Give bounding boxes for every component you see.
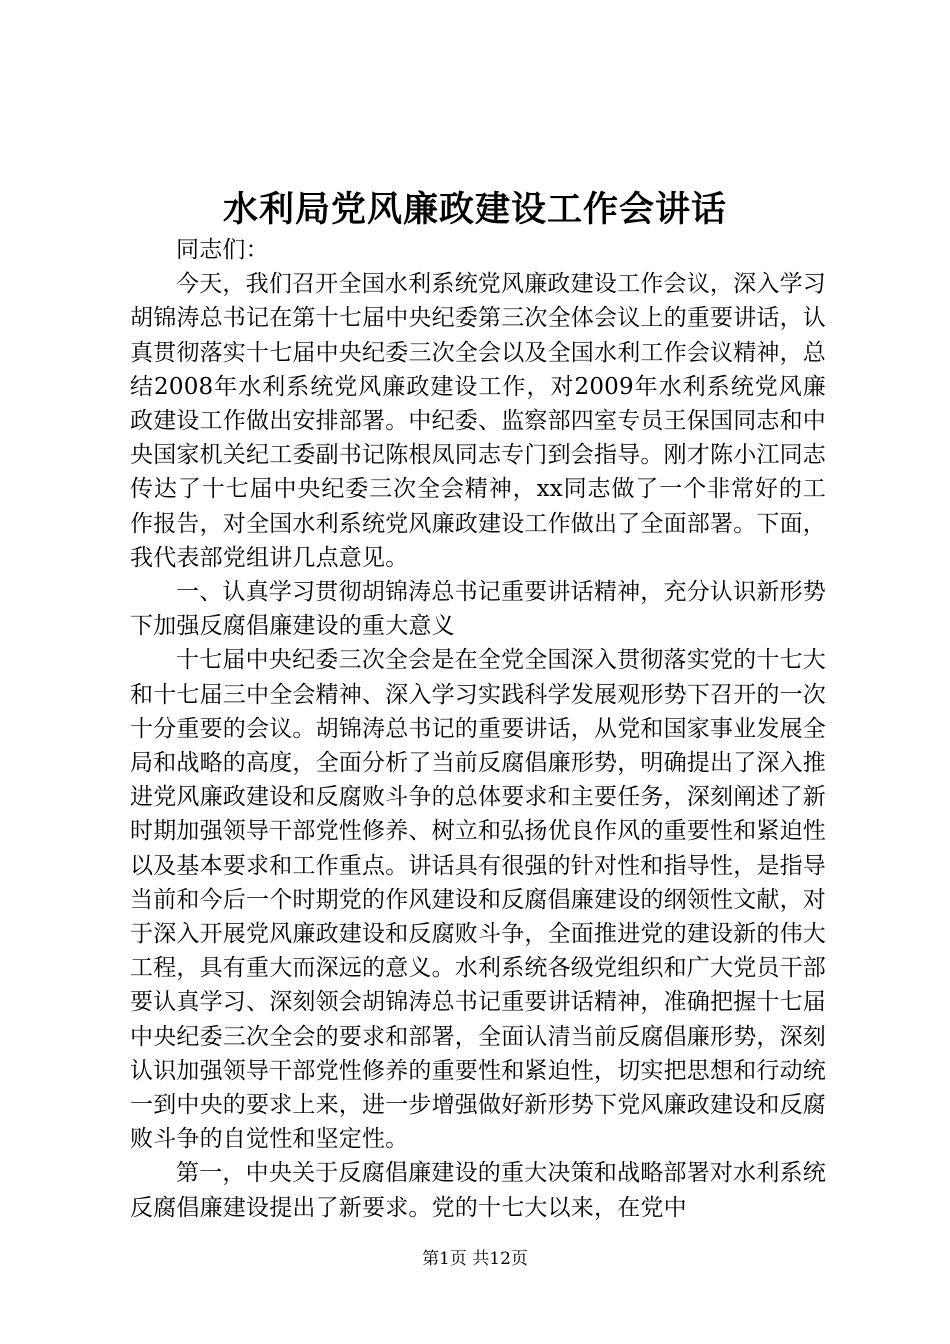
- body-paragraph: 十七届中央纪委三次全会是在全党全国深入贯彻落实党的十七大和十七届三中全会精神、深入学习实践科学发展观形势下召开的一次十分重要的会议。胡锦涛总书记的重要讲话，从党和国家事业发展全局和战略的高度，全面分析了当前反腐倡廉形势，明确提出了深入推进党风廉政建设和反腐败斗争的总体要求和主要任务，深刻阐述了新时期加强领导干部党性修养、树立和弘扬优良作风的重要性和紧迫性以及基本要求和工作重点。讲话具有很强的针对性和指导性，是指导当前和今后一个时期党的作风建设和反腐倡廉建设的纲领性文献，对于深入开展党风廉政建设和反腐败斗争，全面推进党的建设新的伟大工程，具有重大而深远的意义。水利系统各级党组织和广大党员干部要认真学习、深刻领会胡锦涛总书记重要讲话精神，准确把握十七届中央纪委三次全会的要求和部署，全面认清当前反腐倡廉形势，深刻认识加强领导干部党性修养的重要性和紧迫性，切实把思想和行动统一到中央的要求上来，进一步增强做好新形势下党风廉政建设和反腐败斗争的自觉性和坚定性。: [130, 647, 826, 1153]
- document-title: 水利局党风廉政建设工作会讲话: [222, 189, 727, 230]
- document-body: [130, 233, 826, 1225]
- salutation-paragraph: 同志们：: [176, 237, 269, 263]
- page-footer: [0, 1247, 950, 1271]
- section-heading-paragraph: 一、认真学习贯彻胡锦涛总书记重要讲话精神，充分认识新形势下加强反腐倡廉建设的重大意义: [130, 579, 826, 640]
- body-paragraph: 第一，中央关于反腐倡廉建设的重大决策和战略部署对水利系统反腐倡廉建设提出了新要求。党的十七大以来，在党中: [130, 1160, 826, 1221]
- body-paragraph: 今天，我们召开全国水利系统党风廉政建设工作会议，深入学习胡锦涛总书记在第十七届中央纪委第三次全体会议上的重要讲话，认真贯彻落实十七届中央纪委三次全会以及全国水利工作会议精神，总结2008年水利系统党风廉政建设工作，对2009年水利系统党风廉政建设工作做出安排部署。中纪委、监察部四室专员王保国同志和中央国家机关纪工委副书记陈根凤同志专门到会指导。刚才陈小江同志传达了十七届中央纪委三次全会精神，xx同志做了一个非常好的工作报告，对全国水利系统党风廉政建设工作做出了全面部署。下面，我代表部党组讲几点意见。: [130, 271, 826, 571]
- page-number-indicator: 第1页 共12页: [422, 1249, 528, 1269]
